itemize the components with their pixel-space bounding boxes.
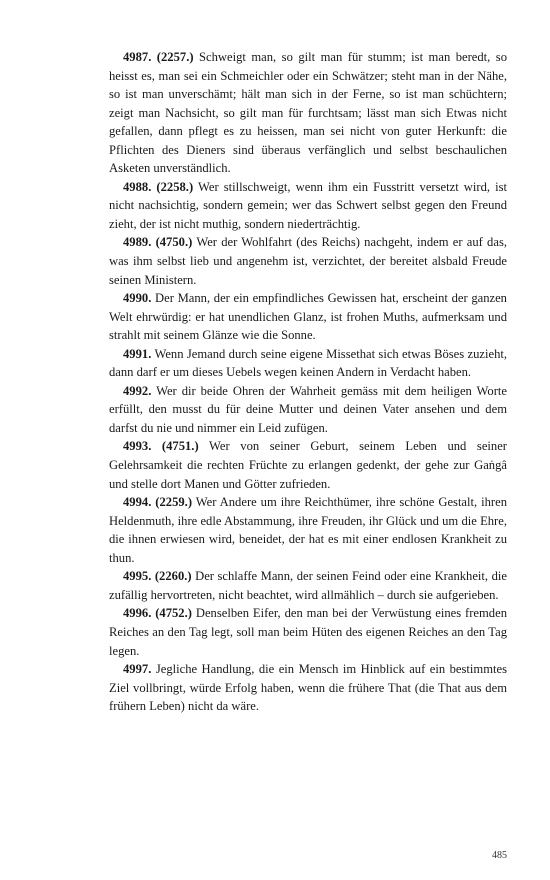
entry-4993 — [109, 437, 507, 493]
entry-4994 — [109, 493, 507, 567]
entry-number: 4991. — [123, 346, 152, 361]
entry-number: 4992. — [123, 383, 152, 398]
entry-number: 4995. (2260.) — [123, 569, 192, 584]
entry-4987 — [109, 48, 507, 178]
entry-text: Wenn Jemand durch seine eigene Missethat sich etwas Böses zuzieht, dann darf er um dieses Uebels wegen keinen Andern in Verdacht haben. — [109, 346, 508, 380]
entry-text: Jegliche Handlung, die ein Mensch im Hinblick auf ein bestimmtes Ziel vollbringt, würde Erfolg haben, wenn die frühere That (die That aus dem frühern Leben) nicht da wäre. — [109, 662, 507, 714]
entry-text: Wer Andere um ihre Reichthümer, ihre schöne Gestalt, ihren Heldenmuth, ihre edle Abstammung, ihre Freuden, ihr Glück und um die Ehre, die ihnen erwiesen wird, beneidet, der hat es mit einer endlosen Krankheit zu thun. — [109, 495, 508, 565]
entry-number: 4994. (2259.) — [123, 495, 193, 510]
page-number: 485 — [492, 850, 507, 861]
entry-text: Der schlaffe Mann, der seinen Feind oder eine Krankheit, die zufällig hervortreten, nicht beachtet, wird allmählich – durch sie aufgerieben. — [109, 569, 507, 602]
entry-number: 4996. (4752.) — [123, 606, 192, 621]
entry-4996 — [109, 604, 507, 660]
entry-number: 4997. — [123, 662, 152, 677]
entry-4995 — [109, 567, 507, 604]
entry-number: 4990. — [123, 291, 152, 306]
page-text — [109, 48, 507, 716]
entry-number: 4989. (4750.) — [123, 235, 193, 250]
entry-text: Wer von seiner Geburt, seinem Leben und seiner Gelehrsamkeit die rechten Früchte zu erlangen gedenkt, der gehe zur Gaṅgâ und stelle dort Manen und Götter zufrieden. — [109, 439, 507, 491]
entry-4990 — [109, 289, 507, 345]
entry-4989 — [109, 233, 507, 289]
entry-4992 — [109, 382, 507, 438]
entry-text: Schweigt man, so gilt man für stumm; ist man beredt, so heisst es, man sei ein Schmeichler oder ein Schwätzer; steht man in der Nähe, so ist man unverschämt; hält man sich in der Ferne, so ist man schüchtern; zeigt man Nachsicht, so gilt man für furchtsam; lässt man sich Etwas nicht gefallen, dann pflegt es zu heissen, man sei nicht von guter Herkunft: die Pflichten des Dieners sind überaus verfänglich und selbst beschaulichen Asketen unverständlich. — [109, 50, 507, 176]
entry-number: 4987. (2257.) — [123, 50, 194, 64]
entry-text: Denselben Eifer, den man bei der Verwüstung eines fremden Reiches an den Tag legt, soll man beim Hüten des eigenen Reiches an den Tag legen. — [109, 606, 507, 658]
entry-4991 — [109, 345, 507, 382]
entry-4997 — [109, 660, 507, 716]
entry-4988 — [109, 178, 507, 234]
entry-number: 4988. (2258.) — [123, 179, 194, 194]
entry-text: Wer stillschweigt, wenn ihm ein Fusstritt versetzt wird, ist nicht nachsichtig, sondern gemein; wer das Schwert selbst gegen den Freund zieht, der ist nicht muthig, sondern niederträchtig. — [109, 179, 508, 231]
entry-text: Wer der Wohlfahrt (des Reichs) nachgeht, indem er auf das, was ihm selbst lieb und angenehm ist, verzichtet, der bereitet alsbald Freude seinen Ministern. — [109, 235, 507, 287]
entry-text: Der Mann, der ein empfindliches Gewissen hat, erscheint der ganzen Welt ehrwürdig: er hat unendlichen Glanz, ist frohen Muths, aufmerksam und strahlt mit seinem Glänze wie die Sonne. — [109, 291, 507, 343]
entry-number: 4993. (4751.) — [123, 439, 199, 454]
entry-text: Wer dir beide Ohren der Wahrheit gemäss mit dem heiligen Worte erfüllt, den musst du für deine Mutter und deinen Vater ansehen und dem darfst du nie und nimmer ein Leid zufügen. — [109, 383, 508, 435]
